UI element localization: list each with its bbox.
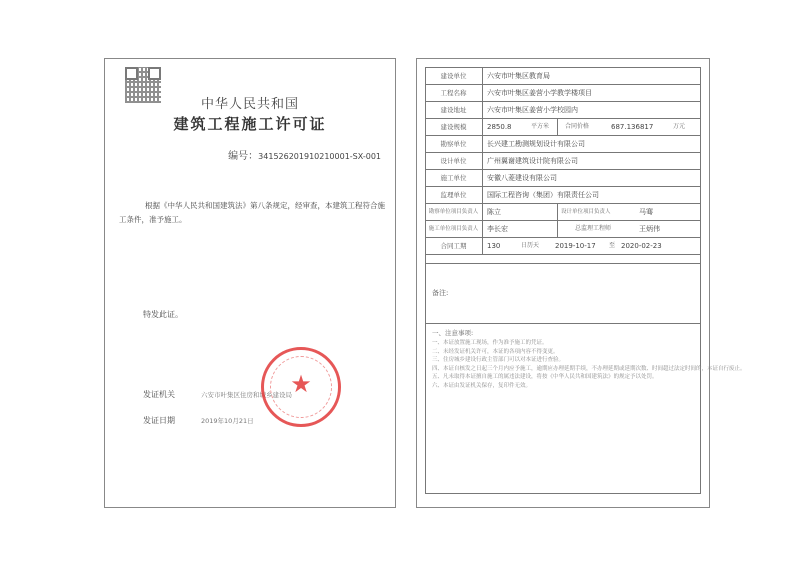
table-row — [425, 84, 701, 101]
permit-number-line — [228, 147, 381, 162]
table-row — [425, 220, 701, 237]
notice-heading: 一、注意事项: — [432, 329, 474, 337]
row-label: 建设单位 — [425, 68, 483, 84]
table-row — [425, 118, 701, 135]
row-value: 六安市叶集区姜营小学教学楼项目 — [487, 89, 592, 97]
row-label: 工程名称 — [425, 85, 483, 101]
notice-line: 六、本证由发证机关保存，复印件无效。 — [432, 382, 532, 389]
row-label: 建设地址 — [425, 102, 483, 118]
permit-title: 建筑工程施工许可证 — [173, 115, 327, 133]
notice-line: 二、未经发证机关许可，本证的各项内容不得变更。 — [432, 348, 559, 355]
row-sub-unit: 万元 — [673, 123, 686, 130]
notice-line: 三、住房城乡建设行政主管部门可以对本证进行查验。 — [432, 357, 565, 363]
details-table — [425, 67, 701, 255]
notice-line: 一、本证放置施工现场，作为准予施工的凭证。 — [432, 340, 548, 346]
row-value: 六安市叶集区教育局 — [487, 72, 550, 80]
row-label: 勘察单位项目负责人 — [425, 204, 483, 220]
row-value: 国际工程咨询（集团）有限责任公司 — [487, 191, 599, 199]
row-label: 合同工期 — [425, 238, 483, 254]
row-label: 设计单位 — [425, 153, 483, 169]
row-mid: 日历天 — [521, 242, 540, 249]
notice-line: 四、本证自核发之日起三个月内应予施工，逾期应办理延期手续，不办理延期或延期次数、时间超过法定时间的，本证自行废止。 — [432, 365, 746, 372]
permit-left-page — [104, 58, 396, 508]
cell-divider — [557, 204, 558, 220]
issue-note: 特发此证。 — [143, 310, 183, 319]
remarks-label: 备注: — [432, 289, 449, 297]
row-sub-label: 总监理工程师 — [575, 225, 612, 232]
issue-date-row — [143, 415, 254, 426]
notice-line: 五、凡未取得本证擅自施工的属违法建设，将按《中华人民共和国建筑法》的规定予以处罚。 — [432, 374, 658, 380]
table-row — [425, 237, 701, 255]
row-value: 李长宏 — [487, 225, 508, 233]
issuer-value: 六安市叶集区住房和城乡建设局 — [201, 391, 292, 399]
row-value: 130 — [487, 242, 501, 250]
row-sub-label: 设计单位项目负责人 — [561, 209, 611, 215]
row-label: 施工单位项目负责人 — [425, 221, 483, 237]
permit-number-label: 编号： — [228, 151, 259, 162]
issue-date-label: 发证日期 — [143, 416, 175, 425]
seal-star-icon: ★ — [290, 370, 312, 398]
cell-divider — [557, 119, 558, 135]
table-row — [425, 169, 701, 186]
permit-body-text: 根据《中华人民共和国建筑法》第八条规定，经审查，本建筑工程符合施工条件，准予施工。 — [119, 201, 385, 224]
row-label: 建设规模 — [425, 119, 483, 135]
row-unit: 平方米 — [531, 123, 550, 130]
row-sub-value: 687.136817 — [611, 123, 654, 131]
row-to-date: 2020-02-23 — [621, 242, 662, 250]
cell-divider — [557, 221, 558, 237]
issue-date-value: 2019年10月21日 — [201, 417, 254, 425]
row-value: 安徽八菱建设有限公司 — [487, 174, 557, 182]
row-value: 长兴建工勘测规划设计有限公司 — [487, 140, 585, 148]
row-sub-value: 王炳伟 — [639, 225, 660, 233]
table-row — [425, 203, 701, 220]
row-value: 六安市叶集区姜营小学校园内 — [487, 106, 578, 114]
table-row — [425, 186, 701, 203]
row-sub-value: 马骞 — [639, 208, 653, 216]
table-row — [425, 67, 701, 84]
table-row — [425, 101, 701, 118]
row-to-label: 至 — [609, 242, 616, 249]
permit-number-value: 341526201910210001-SX-001 — [258, 152, 381, 161]
row-sub-label: 合同价格 — [565, 123, 590, 130]
table-row — [425, 135, 701, 152]
row-value: 2850.8 — [487, 123, 512, 131]
row-label: 监理单位 — [425, 187, 483, 203]
row-from-date: 2019-10-17 — [555, 242, 596, 250]
row-label: 勘察单位 — [425, 136, 483, 152]
country-heading: 中华人民共和国 — [200, 97, 299, 112]
issuer-label: 发证机关 — [143, 390, 175, 399]
official-seal-icon — [261, 347, 341, 427]
notice-box — [425, 324, 746, 494]
row-label: 施工单位 — [425, 170, 483, 186]
remarks-box — [425, 264, 701, 324]
table-row — [425, 152, 701, 169]
row-value: 广州翼谢建筑设计院有限公司 — [487, 157, 578, 165]
permit-right-page — [416, 58, 746, 508]
row-value: 陈立 — [487, 208, 501, 216]
